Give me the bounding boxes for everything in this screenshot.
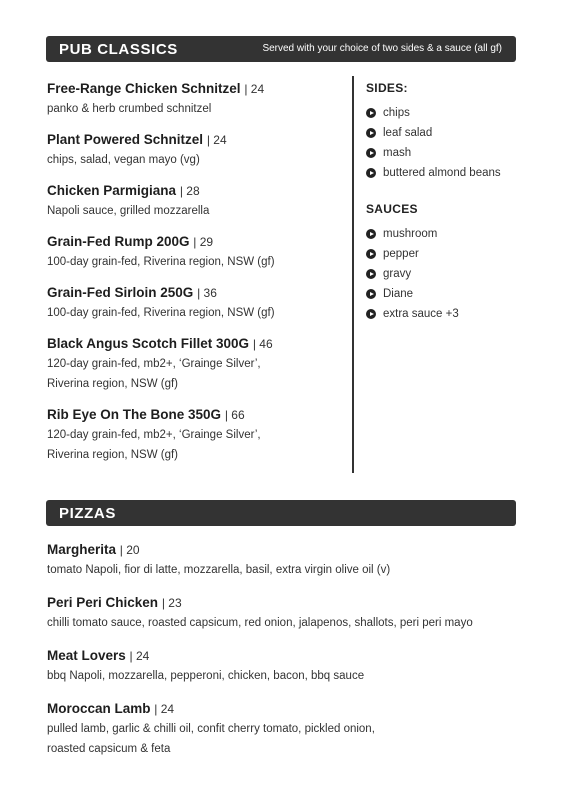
play-bullet-icon [366, 229, 376, 239]
item-desc: tomato Napoli, fior di latte, mozzarella, basil, extra virgin olive oil (v) [47, 564, 391, 576]
menu-item [47, 540, 527, 580]
pizzas-header [46, 500, 516, 526]
item-desc: roasted capsicum & feta [47, 743, 171, 755]
sauces-title: SAUCES [366, 202, 418, 216]
item-desc: Napoli sauce, grilled mozzarella [47, 205, 210, 217]
item-name: Black Angus Scotch Fillet 300G [47, 336, 250, 351]
item-price: | 28 [179, 184, 200, 198]
menu-item [47, 646, 527, 686]
item-name: Peri Peri Chicken [47, 595, 159, 610]
item-name: Moroccan Lamb [47, 701, 151, 716]
item-name: Rib Eye On The Bone 350G [47, 407, 222, 422]
item-price: | 46 [252, 337, 273, 351]
sides-and-sauces [366, 81, 526, 324]
list-item [366, 224, 526, 244]
menu-item [47, 405, 339, 465]
pizzas-list [47, 540, 527, 772]
play-bullet-icon [366, 269, 376, 279]
item-price: | 66 [224, 408, 245, 422]
sauce-label: extra sauce +3 [383, 308, 459, 320]
item-name: Chicken Parmigiana [47, 183, 177, 198]
item-desc: 100-day grain-fed, Riverina region, NSW (gf) [47, 307, 275, 319]
list-item [366, 284, 526, 304]
item-name: Plant Powered Schnitzel [47, 132, 204, 147]
play-bullet-icon [366, 128, 376, 138]
sauces-list [366, 224, 526, 324]
item-price: | 29 [193, 235, 214, 249]
item-desc: panko & herb crumbed schnitzel [47, 103, 212, 115]
sauce-label: gravy [383, 268, 412, 280]
pub-classics-list [47, 79, 339, 476]
item-desc: 100-day grain-fed, Riverina region, NSW (gf) [47, 256, 275, 268]
list-item [366, 304, 526, 324]
item-price: | 23 [161, 596, 182, 610]
side-label: buttered almond beans [383, 167, 501, 179]
play-bullet-icon [366, 309, 376, 319]
list-item [366, 143, 526, 163]
side-label: chips [383, 107, 410, 119]
item-desc: 120-day grain-fed, mb2+, ‘Grainge Silver’, [47, 429, 261, 441]
play-bullet-icon [366, 289, 376, 299]
item-name: Grain-Fed Rump 200G [47, 234, 190, 249]
sides-title: SIDES: [366, 81, 408, 95]
item-price: | 24 [244, 82, 265, 96]
pub-classics-header [46, 36, 516, 62]
item-price: | 24 [154, 702, 175, 716]
column-divider [352, 76, 354, 473]
pub-classics-title: PUB CLASSICS [59, 41, 178, 58]
menu-item [47, 79, 339, 119]
item-name: Free-Range Chicken Schnitzel [47, 81, 241, 96]
list-item [366, 264, 526, 284]
item-desc: pulled lamb, garlic & chilli oil, confit cherry tomato, pickled onion, [47, 723, 375, 735]
item-desc: chips, salad, vegan mayo (vg) [47, 154, 200, 166]
menu-item [47, 593, 527, 633]
item-desc: bbq Napoli, mozzarella, pepperoni, chicken, bacon, bbq sauce [47, 670, 365, 682]
list-item [366, 163, 526, 183]
sides-list [366, 103, 526, 183]
pub-classics-note: Served with your choice of two sides & a sauce (all gf) [262, 43, 502, 54]
menu-item [47, 283, 339, 323]
menu-item [47, 181, 339, 221]
play-bullet-icon [366, 168, 376, 178]
item-desc: chilli tomato sauce, roasted capsicum, red onion, jalapenos, shallots, peri peri mayo [47, 617, 473, 629]
item-price: | 36 [197, 286, 217, 300]
play-bullet-icon [366, 249, 376, 259]
item-name: Meat Lovers [47, 648, 126, 663]
item-name: Grain-Fed Sirloin 250G [47, 285, 194, 300]
item-price: | 24 [129, 649, 150, 663]
sauce-label: mushroom [383, 228, 438, 240]
menu-item [47, 232, 339, 272]
item-price: | 20 [119, 543, 140, 557]
menu-item [47, 130, 339, 170]
item-desc: Riverina region, NSW (gf) [47, 378, 179, 390]
item-desc: Riverina region, NSW (gf) [47, 449, 179, 461]
sauce-label: Diane [383, 288, 414, 300]
sauce-label: pepper [383, 248, 419, 260]
side-label: mash [383, 147, 412, 159]
list-item [366, 103, 526, 123]
item-desc: 120-day grain-fed, mb2+, ‘Grainge Silver’, [47, 358, 261, 370]
play-bullet-icon [366, 108, 376, 118]
item-name: Margherita [47, 542, 117, 557]
side-label: leaf salad [383, 127, 433, 139]
play-bullet-icon [366, 148, 376, 158]
list-item [366, 244, 526, 264]
menu-item [47, 334, 339, 394]
item-price: | 24 [206, 133, 227, 147]
pizzas-title: PIZZAS [59, 505, 116, 522]
list-item [366, 123, 526, 143]
menu-item [47, 699, 527, 759]
